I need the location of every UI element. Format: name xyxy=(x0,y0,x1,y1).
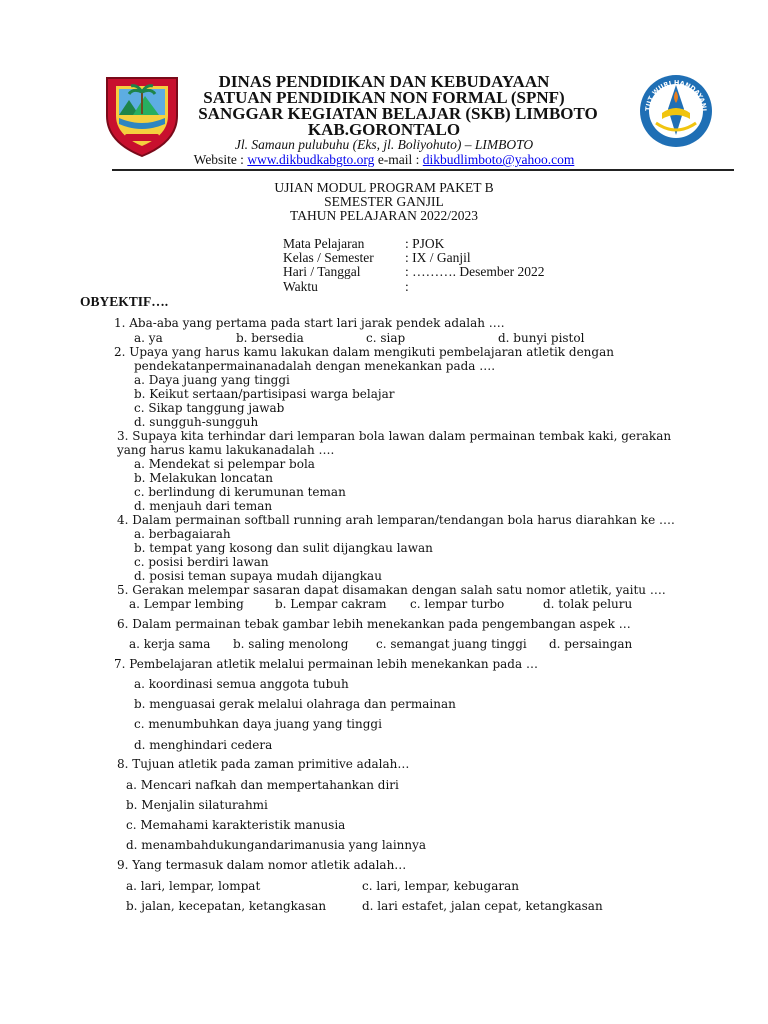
header-divider xyxy=(112,169,734,171)
header-address: Jl. Samaun pulubuhu (Eks, jl. Boliyohuto) – LIMBOTO xyxy=(234,137,534,152)
header-unit: SATUAN PENDIDIKAN NON FORMAL (SPNF) xyxy=(203,88,565,107)
question-3: 3. Supaya kita terhindar dari lemparan bola lawan dalam permainan tembak kaki, gerakan xyxy=(117,429,672,443)
q8-option-d: d. menambahdukungandarimanusia yang lainnya xyxy=(126,838,427,852)
q6-option-c: c. semangat juang tinggi xyxy=(376,637,527,651)
q6-option-b: b. saling menolong xyxy=(233,637,349,651)
meta-class-label: Kelas / Semester xyxy=(283,250,374,265)
header-agency: DINAS PENDIDIKAN DAN KEBUDAYAAN xyxy=(218,72,550,91)
q4-option-a: a. berbagaiarah xyxy=(134,527,231,541)
q8-option-a: a. Mencari nafkah dan mempertahankan diri xyxy=(126,778,399,792)
q2-option-b: b. Keikut sertaan/partisipasi warga belajar xyxy=(134,387,395,401)
q5-option-d: d. tolak peluru xyxy=(543,597,633,611)
website-label: Website : xyxy=(193,152,248,167)
q7-option-b: b. menguasai gerak melalui olahraga dan permainan xyxy=(134,697,456,711)
q3-option-a: a. Mendekat si pelempar bola xyxy=(134,457,315,471)
q7-option-c: c. menumbuhkan daya juang yang tinggi xyxy=(134,717,382,731)
meta-subject-value: : PJOK xyxy=(405,236,445,251)
exam-year: TAHUN PELAJARAN 2022/2023 xyxy=(290,208,478,223)
question-7: 7. Pembelajaran atletik melalui permainan lebih menekankan pada … xyxy=(114,657,538,671)
q8-option-b: b. Menjalin silaturahmi xyxy=(126,798,268,812)
q9-option-c: c. lari, lempar, kebugaran xyxy=(362,879,519,893)
exam-semester: SEMESTER GANJIL xyxy=(324,194,444,209)
meta-class-value: : IX / Ganjil xyxy=(405,250,471,265)
q6-option-d: d. persaingan xyxy=(549,637,633,651)
email-link[interactable]: dikbudlimboto@yahoo.com xyxy=(422,152,575,167)
question-2: 2. Upaya yang harus kamu lakukan dalam mengikuti pembelajaran atletik dengan xyxy=(114,345,614,359)
q3-option-d: d. menjauh dari teman xyxy=(134,499,273,513)
question-1: 1. Aba-aba yang pertama pada start lari jarak pendek adalah …. xyxy=(114,316,505,330)
header-school: SANGGAR KEGIATAN BELAJAR (SKB) LIMBOTO xyxy=(198,104,598,123)
q4-option-b: b. tempat yang kosong dan sulit dijangkau lawan xyxy=(134,541,433,555)
exam-title: UJIAN MODUL PROGRAM PAKET B xyxy=(274,180,494,195)
question-6: 6. Dalam permainan tebak gambar lebih menekankan pada pengembangan aspek … xyxy=(117,617,631,631)
question-5: 5. Gerakan melempar sasaran dapat disamakan dengan salah satu nomor atletik, yaitu …. xyxy=(117,583,666,597)
q9-option-b: b. jalan, kecepatan, ketangkasan xyxy=(126,899,327,913)
section-heading: OBYEKTIF…. xyxy=(80,294,169,309)
question-3-cont: yang harus kamu lakukanadalah …. xyxy=(117,443,335,457)
q3-option-c: c. berlindung di kerumunan teman xyxy=(134,485,346,499)
q7-option-d: d. menghindari cedera xyxy=(134,738,273,752)
q1-option-d: d. bunyi pistol xyxy=(498,331,585,345)
q7-option-a: a. koordinasi semua anggota tubuh xyxy=(134,677,349,691)
q1-option-c: c. siap xyxy=(366,331,406,345)
website-link[interactable]: www.dikbudkabgto.org xyxy=(247,152,375,167)
question-4: 4. Dalam permainan softball running arah lemparan/tendangan bola harus diarahkan ke …. xyxy=(117,513,675,527)
meta-subject-label: Mata Pelajaran xyxy=(283,236,365,251)
q2-option-c: c. Sikap tanggung jawab xyxy=(134,401,285,415)
meta-time-label: Waktu xyxy=(283,279,318,294)
q6-option-a: a. kerja sama xyxy=(129,637,211,651)
q2-option-a: a. Daya juang yang tinggi xyxy=(134,373,290,387)
meta-date-value: : ………. Desember 2022 xyxy=(405,264,545,279)
q5-option-a: a. Lempar lembing xyxy=(129,597,244,611)
question-2-cont: pendekatanpermainanadalah dengan menekankan pada …. xyxy=(134,359,496,373)
q5-option-c: c. lempar turbo xyxy=(410,597,505,611)
q4-option-d: d. posisi teman supaya mudah dijangkau xyxy=(134,569,382,583)
q8-option-c: c. Memahami karakteristik manusia xyxy=(126,818,346,832)
q1-option-b: b. bersedia xyxy=(236,331,304,345)
question-8: 8. Tujuan atletik pada zaman primitive adalah… xyxy=(117,757,410,771)
meta-date-label: Hari / Tanggal xyxy=(283,264,361,279)
header-contact xyxy=(0,152,768,168)
q1-option-a: a. ya xyxy=(134,331,163,345)
q2-option-d: d. sungguh-sungguh xyxy=(134,415,259,429)
svg-text:TUT WURI HANDAYANI: TUT WURI HANDAYANI xyxy=(643,78,709,112)
header-region: KAB.GORONTALO xyxy=(307,120,461,139)
q4-option-c: c. posisi berdiri lawan xyxy=(134,555,269,569)
q9-option-d: d. lari estafet, jalan cepat, ketangkasan xyxy=(362,899,603,913)
q9-option-a: a. lari, lempar, lompat xyxy=(126,879,261,893)
email-label: e-mail : xyxy=(374,152,423,167)
question-9: 9. Yang termasuk dalam nomor atletik adalah… xyxy=(117,858,407,872)
q5-option-b: b. Lempar cakram xyxy=(275,597,387,611)
q3-option-b: b. Melakukan loncatan xyxy=(134,471,274,485)
meta-time-value: : xyxy=(405,279,409,294)
